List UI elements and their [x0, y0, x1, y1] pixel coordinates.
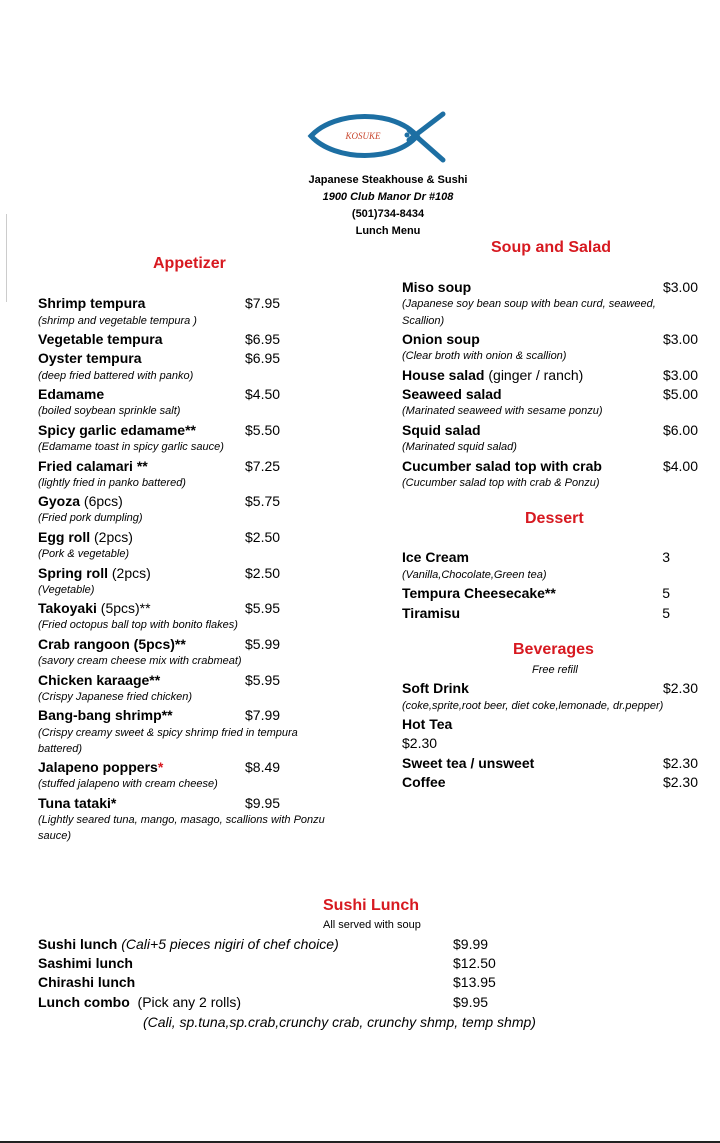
- menu-item-price: $9.99: [453, 936, 489, 952]
- menu-item-price: $9.95: [453, 994, 489, 1010]
- menu-item-desc: (shrimp and vegetable tempura ): [38, 315, 197, 327]
- menu-item-price: $9.95: [245, 795, 281, 811]
- side-edge-tab: [0, 214, 7, 302]
- menu-item-desc: (boiled soybean sprinkle salt): [38, 405, 181, 417]
- menu-item-name: Sashimi lunch: [38, 955, 133, 971]
- menu-item-price: $6.95: [245, 331, 281, 347]
- menu-item-price: $2.30: [402, 735, 438, 751]
- menu-item-name: Jalapeno poppers*: [38, 759, 164, 775]
- menu-item-name: Oyster tempura: [38, 350, 142, 366]
- menu-item-name: Cucumber salad top with crab: [402, 458, 602, 474]
- menu-item-name: Chirashi lunch: [38, 974, 136, 990]
- restaurant-header: [240, 172, 536, 240]
- menu-item-desc: (Cucumber salad top with crab & Ponzu): [402, 477, 600, 489]
- menu-item-name: Takoyaki (5pcs)**: [38, 600, 151, 616]
- menu-item-name: Tempura Cheesecake**: [402, 585, 556, 601]
- menu-item-name: Tiramisu: [402, 605, 461, 621]
- restaurant-address: 1900 Club Manor Dr #108: [322, 191, 454, 203]
- menu-item-name: Tuna tataki*: [38, 795, 117, 811]
- logo-text: KOSUKE: [345, 131, 381, 141]
- menu-item-price: $6.00: [662, 422, 698, 438]
- menu-item-desc: (Japanese soy bean soup with bean curd, seaweed,: [402, 298, 656, 310]
- menu-item-desc: Scallion): [402, 315, 445, 327]
- menu-item-name: Egg roll (2pcs): [38, 529, 133, 545]
- menu-item-name: Spicy garlic edamame**: [38, 422, 196, 438]
- menu-item-price: $2.30: [662, 680, 698, 696]
- restaurant-name: Japanese Steakhouse & Sushi: [308, 174, 468, 186]
- menu-item-name: Squid salad: [402, 422, 481, 438]
- menu-item-desc: (Lightly seared tuna, mango, masago, scallions with Ponzu: [38, 814, 325, 826]
- menu-item-desc: (Crispy Japanese fried chicken): [38, 691, 193, 703]
- menu-item-price: $3.00: [662, 279, 698, 295]
- menu-item-desc: (Pork & vegetable): [38, 548, 130, 560]
- menu-type: Lunch Menu: [355, 225, 421, 237]
- menu-item-desc: (coke,sprite,root beer, diet coke,lemonade, dr.pepper): [402, 700, 664, 712]
- menu-item-desc: (lightly fried in panko battered): [38, 477, 186, 489]
- dessert-title: Dessert: [525, 510, 584, 527]
- soup-salad-title: Soup and Salad: [491, 239, 612, 256]
- combo-roll-options: (Cali, sp.tuna,sp.crab,crunchy crab, crunchy shmp, temp shmp): [143, 1014, 536, 1030]
- menu-item-price: $3.00: [662, 331, 698, 347]
- menu-item-desc: (Fried octopus ball top with bonito flakes): [38, 619, 238, 631]
- menu-item-name: Fried calamari **: [38, 458, 148, 474]
- menu-item-desc: (Vegetable): [38, 584, 95, 596]
- menu-item-price: $8.49: [245, 759, 281, 775]
- menu-item-name: House salad (ginger / ranch): [402, 367, 584, 383]
- menu-item-name: Hot Tea: [402, 716, 453, 732]
- menu-item-price: $5.95: [245, 600, 281, 616]
- menu-item-name: Sushi lunch (Cali+5 pieces nigiri of chef choice): [38, 936, 339, 952]
- menu-item-name: Soft Drink: [402, 680, 469, 696]
- menu-item-price: $6.95: [245, 350, 281, 366]
- menu-item-name: Seaweed salad: [402, 386, 502, 402]
- menu-item-price: $2.50: [245, 565, 281, 581]
- menu-item-desc: (stuffed jalapeno with cream cheese): [38, 778, 218, 790]
- menu-item-desc: sauce): [38, 830, 72, 842]
- menu-item-name: Sweet tea / unsweet: [402, 755, 535, 771]
- beverages-title: Beverages: [513, 641, 594, 658]
- menu-item-desc: (Clear broth with onion & scallion): [402, 350, 567, 362]
- menu-item-desc: battered): [38, 743, 83, 755]
- menu-item-name: Miso soup: [402, 279, 472, 295]
- menu-item-price: 3: [662, 549, 670, 565]
- menu-item-name: Vegetable tempura: [38, 331, 163, 347]
- menu-item-name: Spring roll (2pcs): [38, 565, 151, 581]
- menu-item-name: Shrimp tempura: [38, 295, 146, 311]
- menu-item-name: Ice Cream: [402, 549, 469, 565]
- menu-item-price: $7.25: [245, 458, 281, 474]
- menu-item-name: Lunch combo (Pick any 2 rolls): [38, 994, 242, 1010]
- menu-item-name: Chicken karaage**: [38, 672, 161, 688]
- menu-item-desc: (Vanilla,Chocolate,Green tea): [402, 569, 547, 581]
- menu-item-desc: (Marinated seaweed with sesame ponzu): [402, 405, 603, 417]
- menu-item-price: $7.99: [245, 707, 281, 723]
- menu-item-price: $2.30: [662, 774, 698, 790]
- menu-item-name: Gyoza (6pcs): [38, 493, 123, 509]
- menu-item-price: $5.95: [245, 672, 281, 688]
- menu-item-price: $5.75: [245, 493, 281, 509]
- menu-item-price: $5.50: [245, 422, 281, 438]
- sushi-lunch-title: Sushi Lunch: [323, 897, 419, 914]
- menu-item-price: $5.99: [245, 636, 281, 652]
- menu-item-price: 5: [662, 605, 670, 621]
- menu-item-desc: (deep fried battered with panko): [38, 370, 194, 382]
- menu-item-price: $13.95: [453, 974, 496, 990]
- menu-item-price: $2.50: [245, 529, 281, 545]
- menu-item-name: Edamame: [38, 386, 105, 402]
- menu-item-price: $2.30: [662, 755, 698, 771]
- menu-item-price: $4.00: [662, 458, 698, 474]
- menu-item-name: Crab rangoon (5pcs)**: [38, 636, 186, 652]
- restaurant-phone: (501)734-8434: [351, 208, 425, 220]
- menu-item-desc: (Crispy creamy sweet & spicy shrimp fried in tempura: [38, 727, 298, 739]
- menu-item-name: Onion soup: [402, 331, 480, 347]
- menu-item-name: Bang-bang shrimp**: [38, 707, 173, 723]
- fish-logo-icon: [305, 106, 447, 166]
- menu-item-desc: (Marinated squid salad): [402, 441, 517, 453]
- menu-item-desc: (Edamame toast in spicy garlic sauce): [38, 441, 224, 453]
- menu-item-price: $4.50: [245, 386, 281, 402]
- menu-item-price: $12.50: [453, 955, 496, 971]
- menu-item-price: $7.95: [245, 295, 281, 311]
- menu-item-desc: (savory cream cheese mix with crabmeat): [38, 655, 242, 667]
- menu-item-desc: (Fried pork dumpling): [38, 512, 143, 524]
- appetizer-title: Appetizer: [153, 255, 226, 272]
- menu-item-price: 5: [662, 585, 670, 601]
- menu-item-name: Coffee: [402, 774, 446, 790]
- menu-item-price: $5.00: [662, 386, 698, 402]
- beverages-subtitle: Free refill: [532, 664, 578, 676]
- sushi-lunch-subtitle: All served with soup: [323, 919, 421, 931]
- menu-item-price: $3.00: [662, 367, 698, 383]
